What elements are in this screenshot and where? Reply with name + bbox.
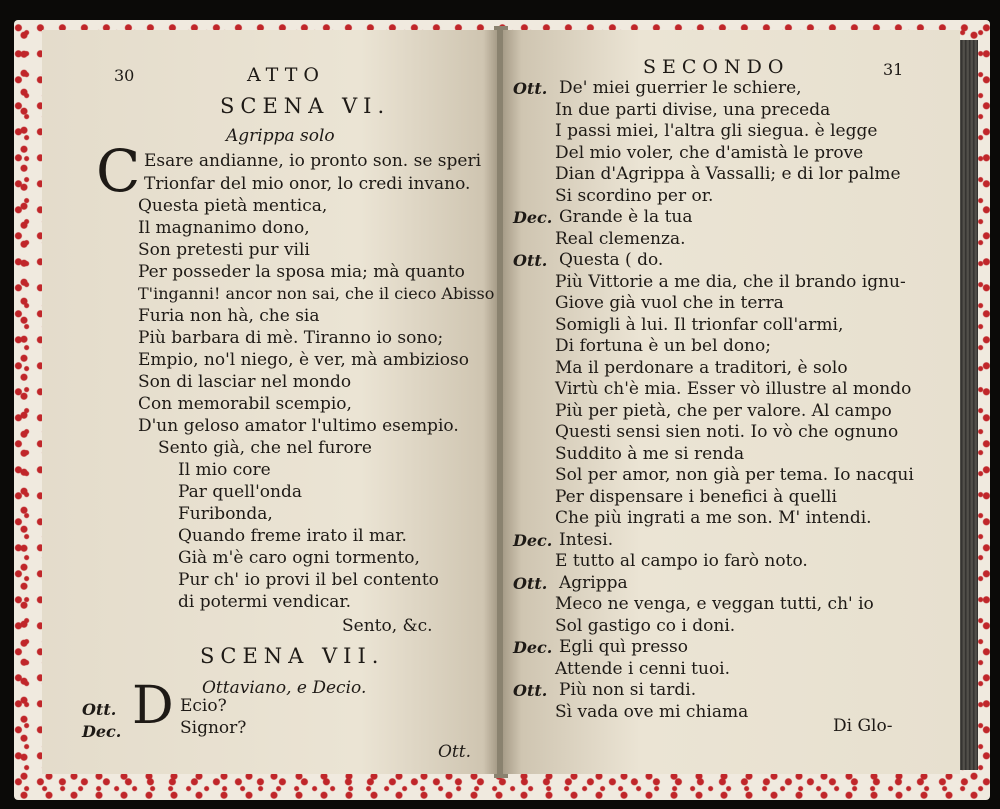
text-line: De' miei guerrier le schiere, — [559, 78, 802, 98]
speaker-label: Dec. — [513, 530, 553, 550]
speaker-label: Dec. — [513, 638, 553, 657]
text-line: Signor? — [180, 718, 247, 738]
text-line: Suddito à me si renda — [555, 443, 745, 464]
catchword: Di Glo- — [833, 716, 893, 736]
text-line: Ma il perdonare a traditori, è solo — [555, 357, 848, 378]
running-head: ATTO — [247, 64, 325, 86]
text-line: Più non si tardi. — [559, 680, 697, 700]
text-line: Per dispensare i benefici à quelli — [555, 486, 837, 507]
speaker-label: Dec. — [513, 208, 553, 227]
text-line: Virtù ch'è mia. Esser vò illustre al mondo — [555, 379, 912, 399]
text-line: Sol gastigo co i doni. — [555, 615, 736, 636]
text-line: Meco ne venga, e veggan tutti, ch' io — [555, 594, 874, 614]
right-page — [503, 30, 960, 774]
scene-title: SCENA VI. — [220, 94, 391, 118]
text-line: Somigli à lui. Il trionfar coll'armi, — [555, 314, 844, 335]
left-page — [42, 30, 497, 774]
drop-cap: C — [96, 137, 141, 205]
text-line: Son di lasciar nel mondo — [138, 372, 352, 392]
text-line: Empio, no'l niego, è ver, mà ambizioso — [138, 350, 469, 370]
speaker-label: Ott. — [513, 573, 548, 593]
text-line: Si scordino per or. — [555, 185, 714, 206]
text-line: Sento, &c. — [342, 616, 433, 636]
speaker-label: Ott. — [513, 79, 548, 98]
text-line: Più barbara di mè. Tiranno io sono; — [138, 328, 444, 348]
speaker-label: Ott. — [513, 681, 548, 700]
text-line: Son pretesti pur vili — [138, 240, 310, 260]
text-line: Con memorabil scempio, — [138, 394, 352, 414]
text-line: Del mio voler, che d'amistà le prove — [555, 142, 864, 163]
speaker-label: Dec. — [82, 722, 122, 741]
speaker-label: Ott. — [513, 251, 548, 270]
text-line: Furia non hà, che sia — [138, 306, 320, 326]
text-line: Questa ( do. — [559, 250, 664, 270]
text-line: T'inganni! ancor non sai, che il cieco Abisso — [138, 284, 495, 303]
text-line: Dian d'Agrippa à Vassalli; e di lor palme — [555, 164, 901, 184]
scene-title: SCENA VII. — [200, 644, 385, 668]
text-line: Agrippa — [559, 572, 628, 593]
text-line: Giove già vuol che in terra — [555, 293, 784, 313]
running-head: SECONDO — [643, 56, 790, 78]
text-line: Sol per amor, non già per tema. Io nacqui — [555, 465, 914, 485]
text-line: Il mio core — [178, 460, 271, 480]
catchword: Ott. — [438, 742, 472, 762]
text-line: Esare andianne, io pronto son. se speri — [144, 151, 482, 171]
text-line: Attende i cenni tuoi. — [555, 658, 731, 679]
text-line: Trionfar del mio onor, lo credi invano. — [144, 174, 471, 194]
text-line: I passi miei, l'altra gli siegua. è legge — [555, 121, 878, 141]
text-line: Questa pietà mentica, — [138, 196, 328, 216]
text-line: Di fortuna è un bel dono; — [555, 336, 771, 356]
page-number: 31 — [883, 60, 904, 79]
page-number: 30 — [114, 66, 135, 85]
text-line: Ecio? — [180, 696, 227, 716]
text-line: Par quell'onda — [178, 482, 302, 502]
text-line: Pur ch' io provi il bel contento — [178, 570, 439, 590]
text-line: Per posseder la sposa mia; mà quanto — [138, 262, 465, 282]
speaker-label: Ott. — [82, 700, 117, 719]
text-line: Quando freme irato il mar. — [178, 526, 407, 546]
text-line: Più per pietà, che per valore. Al campo — [555, 400, 892, 421]
text-line: Furibonda, — [178, 504, 273, 524]
text-line: Più Vittorie a me dia, che il brando ignu- — [555, 271, 906, 292]
text-line: Grande è la tua — [559, 207, 693, 227]
text-line: Sento già, che nel furore — [158, 438, 372, 458]
text-line: E tutto al campo io farò noto. — [555, 551, 808, 571]
drop-cap: D — [132, 676, 174, 736]
page-edges — [958, 40, 978, 770]
text-line: di potermi vendicar. — [178, 592, 352, 612]
text-line: Intesi. — [559, 529, 614, 550]
text-line: Egli quì presso — [559, 637, 688, 657]
text-line: Il magnanimo dono, — [138, 218, 310, 238]
text-line: Sì vada ove mi chiama — [555, 701, 749, 722]
text-line: Real clemenza. — [555, 228, 686, 249]
scene-subtitle: Agrippa solo — [226, 126, 335, 146]
scene-subtitle: Ottaviano, e Decio. — [202, 678, 367, 698]
text-line: Già m'è caro ogni tormento, — [178, 548, 420, 568]
text-line: D'un geloso amator l'ultimo esempio. — [138, 416, 459, 436]
text-line: Questi sensi sien noti. Io vò che ognuno — [555, 422, 899, 442]
text-line: In due parti divise, una preceda — [555, 99, 831, 120]
text-line: Che più ingrati a me son. M' intendi. — [555, 508, 872, 528]
